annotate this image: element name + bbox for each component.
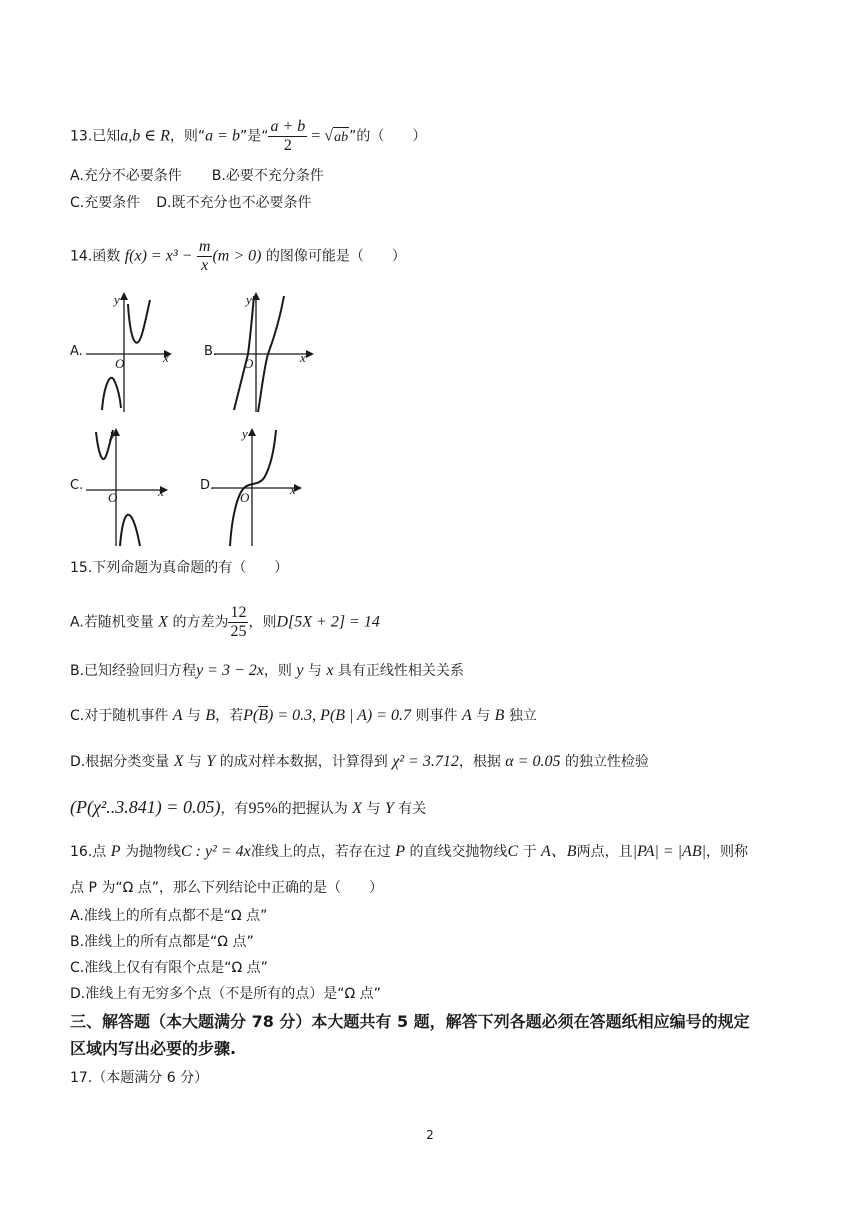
q16-option-b: B.准线上的所有点都是“Ω 点”	[70, 934, 254, 950]
graph-a-y-label: y	[114, 292, 120, 307]
q17-heading: 17.（本题满分 6 分）	[70, 1070, 209, 1086]
section-3-heading-2: 区域内写出必要的步骤.	[70, 1039, 237, 1058]
q14-stem: 14.函数 f(x) = x³ − $\frac{m}{x}$ (m > 0) 的图像可能是（ ）	[70, 238, 406, 274]
graph-d-y-label: y	[242, 426, 248, 441]
q16-option-d: D.准线上有无穷多个点（不是所有的点）是“Ω 点”	[70, 986, 381, 1002]
graph-c-origin: O	[108, 490, 118, 505]
q15-option-d-2: (P(χ²..3.841) = 0.05)，有95%的把握认为 X 与 Y 有关	[70, 797, 427, 817]
q13-options-2: C.充要条件 D.既不充分也不必要条件	[70, 195, 312, 211]
graph-c-y-label: y	[110, 426, 116, 441]
q16-stem-1: 16.点 P 为抛物线C : y² = 4x准线上的点，若存在过 P 的直线交抛物线C 于 A、B两点，且|PA| = |AB|，则称	[70, 843, 748, 860]
graph-a-origin: O	[115, 356, 125, 371]
section-3-heading-1: 三、解答题（本大题满分 78 分）本大题共有 5 题，解答下列各题必须在答题纸相应编号的规定	[70, 1012, 750, 1031]
q13-options-1: A.充分不必要条件 B.必要不充分条件	[70, 168, 324, 184]
graph-c-label: C.	[70, 478, 84, 493]
graph-a-x-label: x	[163, 350, 169, 365]
graph-a-label: A.	[70, 344, 83, 359]
graph-b-y-label: y	[246, 292, 252, 307]
graph-d-x-label: x	[290, 482, 296, 497]
q13-stem: 13.已知a,b ∈ R，则“a = b”是“ $\frac{a + b}{2}$ = √ab”的（ ）	[70, 118, 427, 154]
q15-option-d-1: D.根据分类变量 X 与 Y 的成对样本数据，计算得到 χ² = 3.712，根据 α = 0.05 的独立性检验	[70, 753, 649, 770]
q15-option-b: B.已知经验回归方程y = 3 − 2x，则 y 与 x 具有正线性相关关系	[70, 662, 464, 679]
q16-option-c: C.准线上仅有有限个点是“Ω 点”	[70, 960, 268, 976]
graph-b-label: B.	[204, 344, 218, 359]
graph-d	[212, 424, 312, 548]
q16-stem-2: 点 P 为“Ω 点”，那么下列结论中正确的是（ ）	[70, 880, 383, 896]
q15-option-a: A.若随机变量 X 的方差为 $\frac{12}{25}$ ，则D[5X + 2] = 14	[70, 604, 380, 640]
q16-option-a: A.准线上的所有点都不是“Ω 点”	[70, 908, 268, 924]
graph-d-origin: O	[240, 490, 250, 505]
graph-a	[84, 288, 174, 414]
q15-option-c: C.对于随机事件 A 与 B，若$P(\overline{B}) = 0.3$, P(B | A) = 0.7 则事件 A 与 B 独立	[70, 707, 537, 724]
graph-b-origin: O	[244, 356, 254, 371]
graph-d-label: D.	[200, 478, 215, 493]
q15-stem: 15.下列命题为真命题的有（ ）	[70, 560, 289, 576]
page-number: 2	[426, 1128, 434, 1142]
graph-b	[214, 288, 314, 414]
graph-c-x-label: x	[158, 484, 164, 499]
graph-b-x-label: x	[300, 350, 306, 365]
q13-sqrt: ab	[333, 127, 349, 148]
q13-fraction: $\frac{a + b}{2}$	[270, 118, 306, 154]
